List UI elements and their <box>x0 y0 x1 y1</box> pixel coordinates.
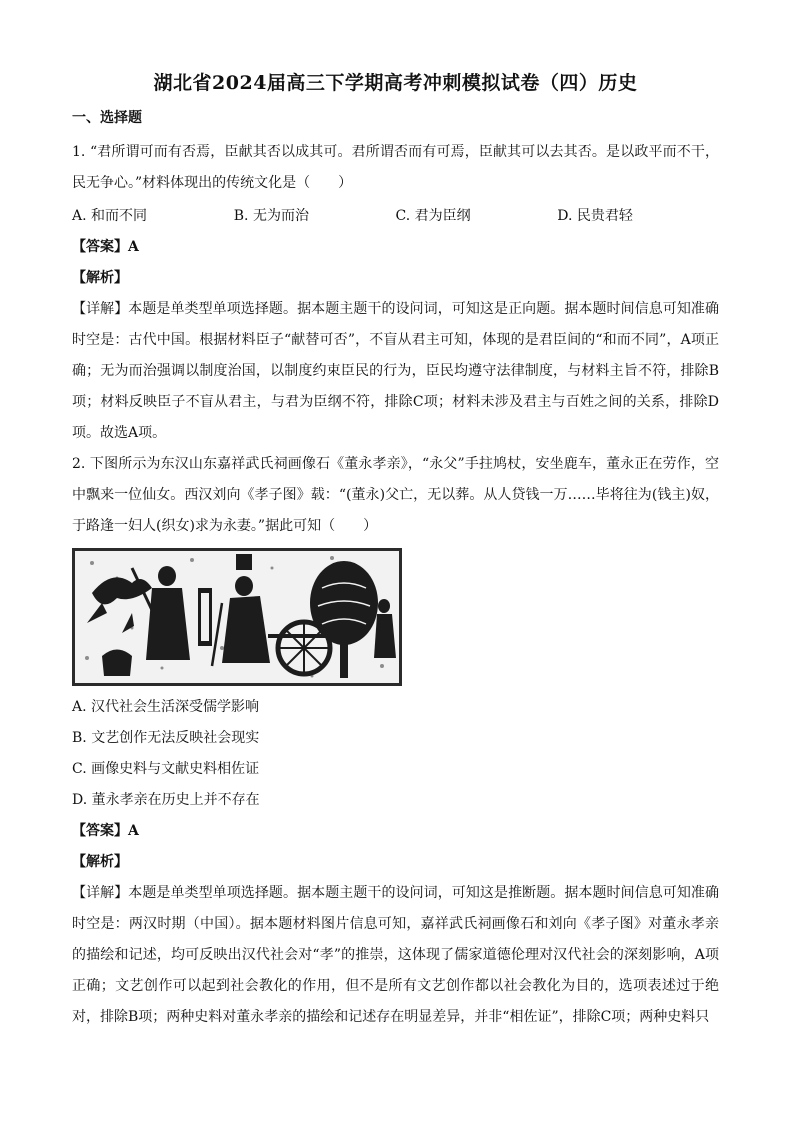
question-2-detail: 【详解】本题是单类型单项选择题。据本题主题干的设问词，可知这是推断题。据本题时间信息可知准确时空是：两汉时期（中国）。据本题材料图片信息可知，嘉祥武氏祠画像石和刘向《孝子图》对董永孝亲的描绘和记述，均可反映出汉代社会对“孝”的推崇，这体现了儒家道德伦理对汉代社会的深刻影响，A项正确；文艺创作可以起到社会教化的作用，但不是所有文艺创作都以社会教化为目的，选项表述过于绝对，排除B项；两种史料对董永孝亲的描绘和记述存在明显差异，并非“相佐证”，排除C项；两种史料只 <box>72 885 719 1025</box>
question-2-option-b: B. 文艺创作无法反映社会现实 <box>72 730 260 746</box>
page-title: 湖北省2024届高三下学期高考冲刺模拟试卷（四）历史 <box>153 72 638 94</box>
question-2-answer: 【答案】A <box>72 823 139 839</box>
question-1-stem: 1. “君所谓可而有否焉，臣献其否以成其可。君所谓否而有可焉，臣献其可以去其否。是以政平而不干，民无争心。”材料体现出的传统文化是（ ） <box>72 144 719 191</box>
question-1-option-d: D. 民贵君轻 <box>557 208 633 224</box>
question-1-detail: 【详解】本题是单类型单项选择题。据本题主题干的设问词，可知这是正向题。据本题时间信息可知准确时空是：古代中国。根据材料臣子“献替可否”，不盲从君主可知，体现的是君臣间的“和而不同”，A项正确；无为而治强调以制度治国，以制度约束臣民的行为，臣民均遵守法律制度，与材料主旨不符，排除B项；材料反映臣子不盲从君主，与君为臣纲不符，排除C项；材料未涉及君主与百姓之间的关系，排除D项。故选A项。 <box>72 301 719 441</box>
question-2-analysis-label: 【解析】 <box>72 854 128 870</box>
question-2-option-c: C. 画像史料与文献史料相佐证 <box>72 761 260 777</box>
question-1-option-a: A. 和而不同 <box>72 208 148 224</box>
section-heading: 一、选择题 <box>72 110 142 126</box>
stone-relief-image <box>72 548 402 686</box>
question-1-analysis-label: 【解析】 <box>72 270 128 286</box>
question-2-option-a: A. 汉代社会生活深受儒学影响 <box>72 699 260 715</box>
question-2-option-d: D. 董永孝亲在历史上并不存在 <box>72 792 260 808</box>
question-1-option-b: B. 无为而治 <box>233 208 309 224</box>
question-1-options <box>72 201 719 232</box>
question-1-answer: 【答案】A <box>72 239 139 255</box>
question-2-stem: 2. 下图所示为东汉山东嘉祥武氏祠画像石《董永孝亲》，“永父”手拄鸠杖，安坐鹿车，董永正在劳作，空中飘来一位仙女。西汉刘向《孝子图》载：“(董永)父亡，无以葬。从人贷钱一万……毕将往为(钱主)奴，于路逢一妇人(织女)求为永妻。”据此可知（ ） <box>72 456 719 534</box>
question-1-option-c: C. 君为臣纲 <box>395 208 471 224</box>
